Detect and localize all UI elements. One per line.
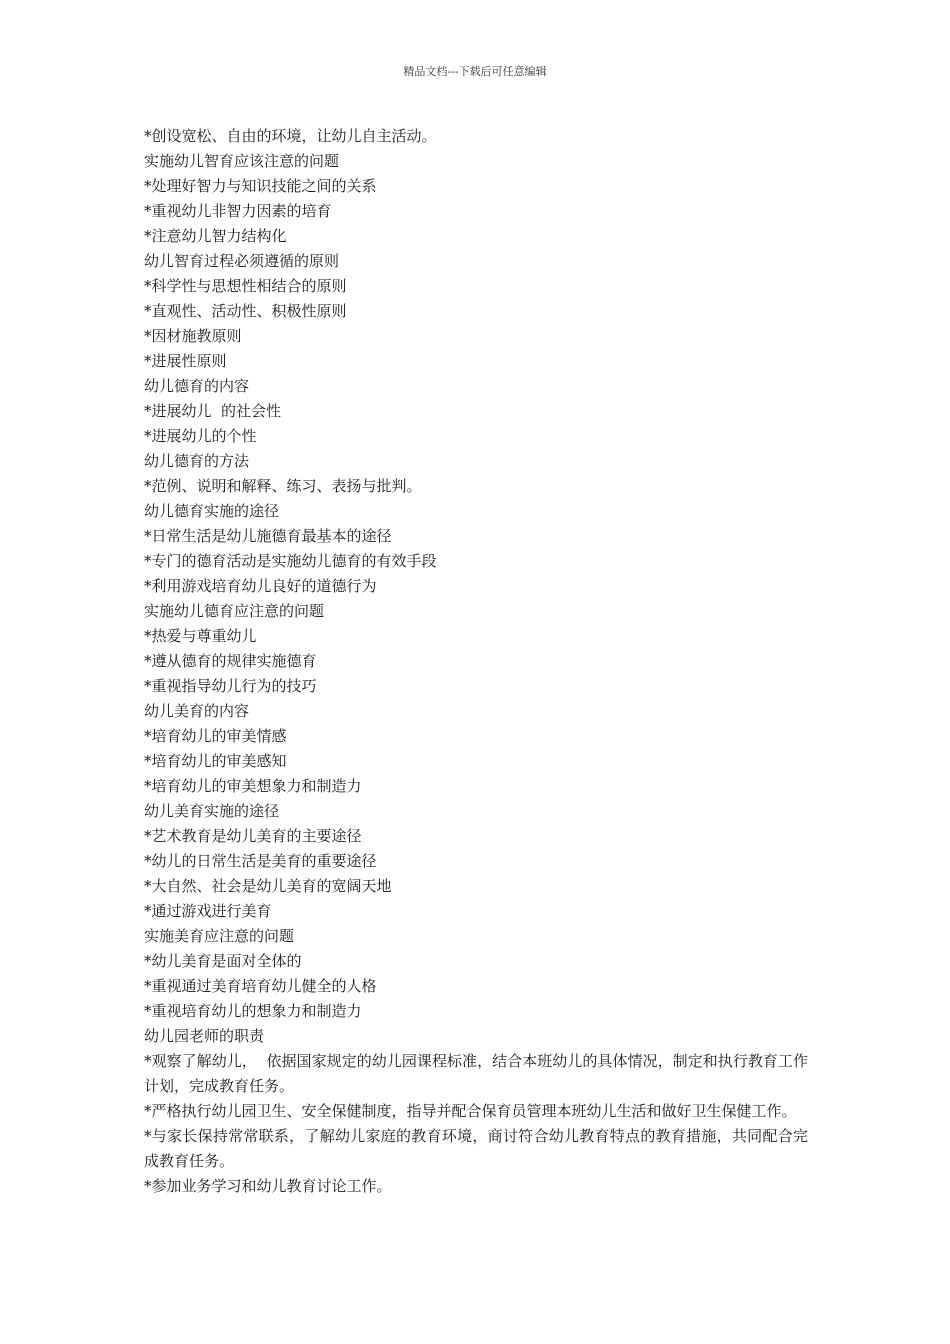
text-line: *注意幼儿智力结构化	[144, 227, 287, 245]
text-line: *因材施教原则	[144, 327, 242, 345]
text-line: *利用游戏培育幼儿良好的道德行为	[144, 577, 377, 595]
text-line: *重视通过美育培育幼儿健全的人格	[144, 977, 377, 995]
text-line: *培育幼儿的审美情感	[144, 727, 287, 745]
text-line: *范例、说明和解释、练习、表扬与批判。	[144, 477, 422, 495]
text-line: *重视培育幼儿的想象力和制造力	[144, 1002, 362, 1020]
text-line: *科学性与思想性相结合的原则	[144, 277, 347, 295]
paragraph: *参加业务学习和幼儿教育讨论工作。	[144, 1177, 392, 1195]
section-heading: 实施美育应注意的问题	[144, 927, 295, 945]
section-heading: 幼儿美育的内容	[144, 702, 250, 720]
text-line: *艺术教育是幼儿美育的主要途径	[144, 827, 362, 845]
section-heading: 幼儿德育实施的途径	[144, 502, 280, 520]
text-line: *遵从德育的规律实施德育	[144, 652, 317, 670]
section-heading: 实施幼儿德育应注意的问题	[144, 602, 325, 620]
text-line: *重视幼儿非智力因素的培育	[144, 202, 332, 220]
section-heading: 实施幼儿智育应该注意的问题	[144, 152, 340, 170]
text-line: *直观性、活动性、积极性原则	[144, 302, 347, 320]
paragraph: *与家长保持常常联系，了解幼儿家庭的教育环境，商讨符合幼儿教育特点的教育措施，共同配合完成教育任务。	[144, 1127, 808, 1170]
text-line: *进展幼儿 的社会性	[144, 402, 282, 420]
text-line: *创设宽松、自由的环境，让幼儿自主活动。	[144, 127, 437, 145]
section-heading: 幼儿美育实施的途径	[144, 802, 280, 820]
section-heading: 幼儿德育的内容	[144, 377, 250, 395]
paragraph: *严格执行幼儿园卫生、安全保健制度，指导并配合保育员管理本班幼儿生活和做好卫生保健工作。	[144, 1102, 797, 1120]
text-line: *日常生活是幼儿施德育最基本的途径	[144, 527, 392, 545]
section-heading: 幼儿智育过程必须遵循的原则	[144, 252, 340, 270]
text-line: *专门的德育活动是实施幼儿德育的有效手段	[144, 552, 437, 570]
text-line: *大自然、社会是幼儿美育的宽阔天地	[144, 877, 392, 895]
text-line: *处理好智力与知识技能之间的关系	[144, 177, 377, 195]
text-line: *重视指导幼儿行为的技巧	[144, 677, 317, 695]
text-line: *培育幼儿的审美想象力和制造力	[144, 777, 362, 795]
paragraph: *观察了解幼儿， 依据国家规定的幼儿园课程标准，结合本班幼儿的具体情况，制定和执行教育工作计划，完成教育任务。	[144, 1052, 808, 1095]
text-line: *进展幼儿的个性	[144, 427, 257, 445]
text-line: *通过游戏进行美育	[144, 902, 272, 920]
page-header: 精品文档---下载后可任意编辑	[403, 65, 547, 78]
text-line: *培育幼儿的审美感知	[144, 752, 287, 770]
text-line: *幼儿的日常生活是美育的重要途径	[144, 852, 377, 870]
text-line: *进展性原则	[144, 352, 227, 370]
text-line: *热爱与尊重幼儿	[144, 627, 257, 645]
text-line: *幼儿美育是面对全体的	[144, 952, 302, 970]
section-heading: 幼儿德育的方法	[144, 452, 250, 470]
section-heading: 幼儿园老师的职责	[144, 1027, 265, 1045]
document-body	[144, 124, 808, 1199]
